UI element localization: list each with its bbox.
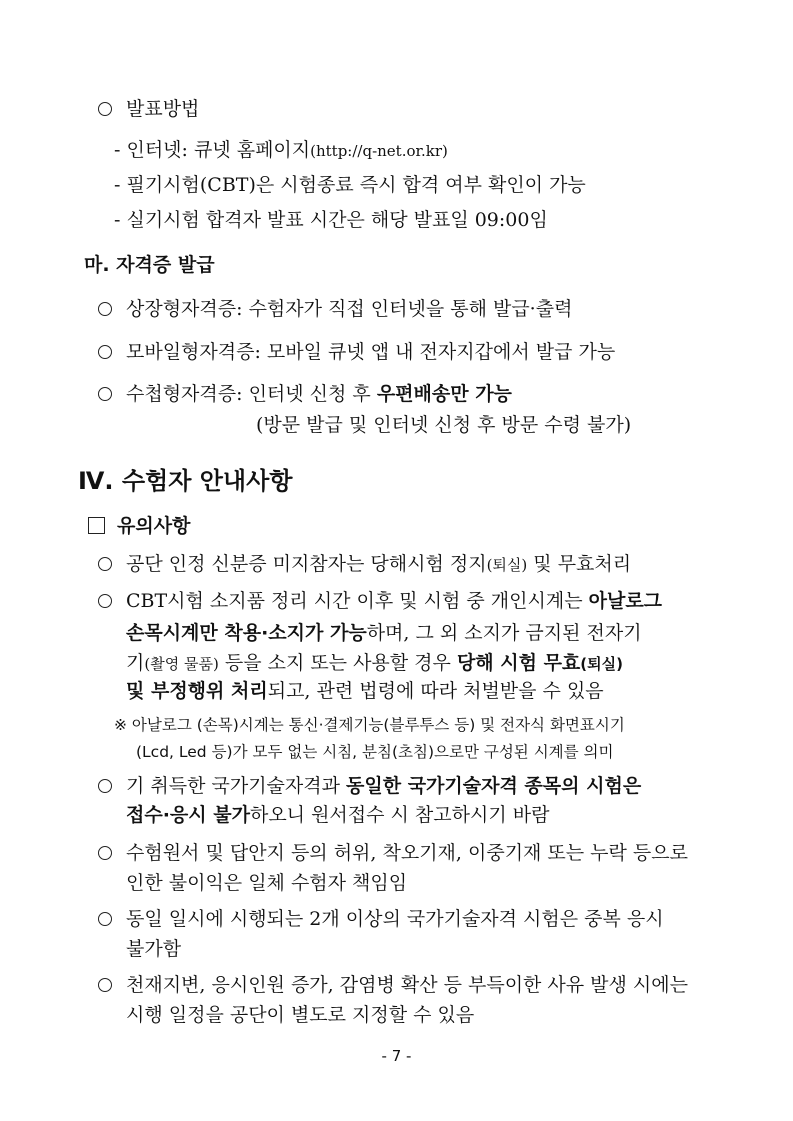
note-5-text-a: 동일 일시에 시행되는 2개 이상의 국가기술자격 시험은 중복 응시 — [126, 908, 664, 930]
note-2-bold-paren: (퇴실) — [580, 655, 623, 673]
announce-line-2: - 필기시험(CBT)은 시험종료 즉시 합격 여부 확인이 가능 — [114, 174, 586, 196]
note-2-bold-a: 아날로그 — [588, 590, 663, 612]
circle-bullet-icon — [98, 557, 112, 571]
circle-bullet-icon — [98, 102, 112, 116]
note-item-1 — [98, 551, 631, 578]
note-4-text-a: 수험원서 및 답안지 등의 허위, 착오기재, 이중기재 또는 누락 등으로 — [126, 842, 688, 864]
note-item-4-line-1 — [98, 840, 688, 866]
circle-bullet-icon — [98, 912, 112, 926]
cert-item-3-text: 수첩형자격증: 인터넷 신청 후 — [126, 383, 377, 405]
reference-note-line-1: ※ 아날로그 (손목)시계는 통신·결제기능(블루투스 등) 및 전자식 화면표시기 — [114, 716, 625, 734]
note-3-bold-b: 접수·응시 불가 — [126, 804, 250, 826]
note-2-bold-d: 및 부정행위 처리 — [126, 680, 268, 702]
announce-method-item — [98, 96, 199, 122]
chapter-heading: Ⅳ. 수험자 안내사항 — [78, 467, 293, 495]
announce-line-3: - 실기시험 합격자 발표 시간은 해당 발표일 09:00임 — [114, 209, 548, 231]
square-bullet-icon — [88, 517, 105, 534]
qnet-url-link[interactable]: (http://q-net.or.kr) — [310, 142, 448, 160]
notes-heading-text: 유의사항 — [117, 515, 191, 537]
note-2-bold-b: 손목시계만 착용·소지가 가능 — [126, 622, 367, 644]
circle-bullet-icon — [98, 302, 112, 316]
circle-bullet-icon — [98, 978, 112, 992]
section-heading-certificate: 마. 자격증 발급 — [84, 254, 215, 276]
announce-line-1-text: - 인터넷: 큐넷 홈페이지 — [114, 139, 311, 161]
note-1-text: 공단 인정 신분증 미지참자는 당해시험 정지 — [126, 553, 487, 575]
note-3-text-a: 기 취득한 국가기술자격과 — [126, 775, 347, 797]
cert-item-3-bold: 우편배송만 가능 — [376, 383, 512, 405]
note-item-3-line-1 — [98, 773, 641, 799]
cert-item-3-note: (방문 발급 및 인터넷 신청 후 방문 수령 불가) — [256, 414, 632, 436]
circle-bullet-icon — [98, 387, 112, 401]
announce-line-1 — [114, 137, 448, 164]
note-1-paren: (퇴실) — [486, 556, 528, 574]
announce-title: 발표방법 — [126, 98, 200, 120]
note-3-text-b: 하오니 원서접수 시 참고하시기 바람 — [249, 804, 550, 826]
note-item-2-line-1 — [98, 588, 662, 614]
note-2-text-a: CBT시험 소지품 정리 시간 이후 및 시험 중 개인시계는 — [126, 590, 589, 612]
cert-item-1 — [98, 296, 572, 322]
cert-item-2-text: 모바일형자격증: 모바일 큐넷 앱 내 전자지갑에서 발급 가능 — [126, 341, 616, 363]
circle-bullet-icon — [98, 846, 112, 860]
circle-bullet-icon — [98, 345, 112, 359]
note-item-2-line-4 — [126, 678, 604, 704]
reference-note-line-2: (Lcd, Led 등)가 모두 없는 시침, 분침(초침)으로만 구성된 시계를 의미 — [136, 743, 614, 761]
note-6-text-a: 천재지변, 응시인원 증가, 감염병 확산 등 부득이한 사유 발생 시에는 — [126, 974, 688, 996]
note-1-tail: 및 무효처리 — [527, 553, 632, 575]
note-2-paren-a: (촬영 물품) — [144, 655, 219, 673]
note-item-5-line-1 — [98, 906, 664, 932]
note-item-6-line-2: 시행 일정을 공단이 별도로 지정할 수 있음 — [126, 1004, 475, 1026]
note-item-2-line-2 — [126, 620, 642, 646]
note-2-text-e: 되고, 관련 법령에 따라 처벌받을 수 있음 — [267, 680, 604, 702]
subsection-heading-notes — [88, 513, 190, 539]
note-3-bold-a: 동일한 국가기술자격 종목의 시험은 — [346, 775, 642, 797]
note-item-5-line-2: 불가함 — [126, 938, 182, 960]
circle-bullet-icon — [98, 779, 112, 793]
cert-item-3 — [98, 381, 512, 407]
note-item-4-line-2: 인한 불이익은 일체 수험자 책임임 — [126, 872, 408, 894]
note-2-bold-c: 당해 시험 무효 — [456, 652, 581, 674]
note-2-text-b: 하며, 그 외 소지가 금지된 전자기 — [366, 622, 642, 644]
note-item-6-line-1 — [98, 972, 688, 998]
page-number: - 7 - — [381, 1047, 412, 1065]
note-2-text-c: 기 — [126, 652, 145, 674]
cert-item-2 — [98, 339, 615, 365]
note-item-3-line-2 — [126, 802, 549, 828]
circle-bullet-icon — [98, 594, 112, 608]
cert-item-1-text: 상장형자격증: 수험자가 직접 인터넷을 통해 발급·출력 — [126, 298, 573, 320]
note-item-2-line-3 — [126, 650, 623, 677]
note-2-text-d: 등을 소지 또는 사용할 경우 — [218, 652, 457, 674]
